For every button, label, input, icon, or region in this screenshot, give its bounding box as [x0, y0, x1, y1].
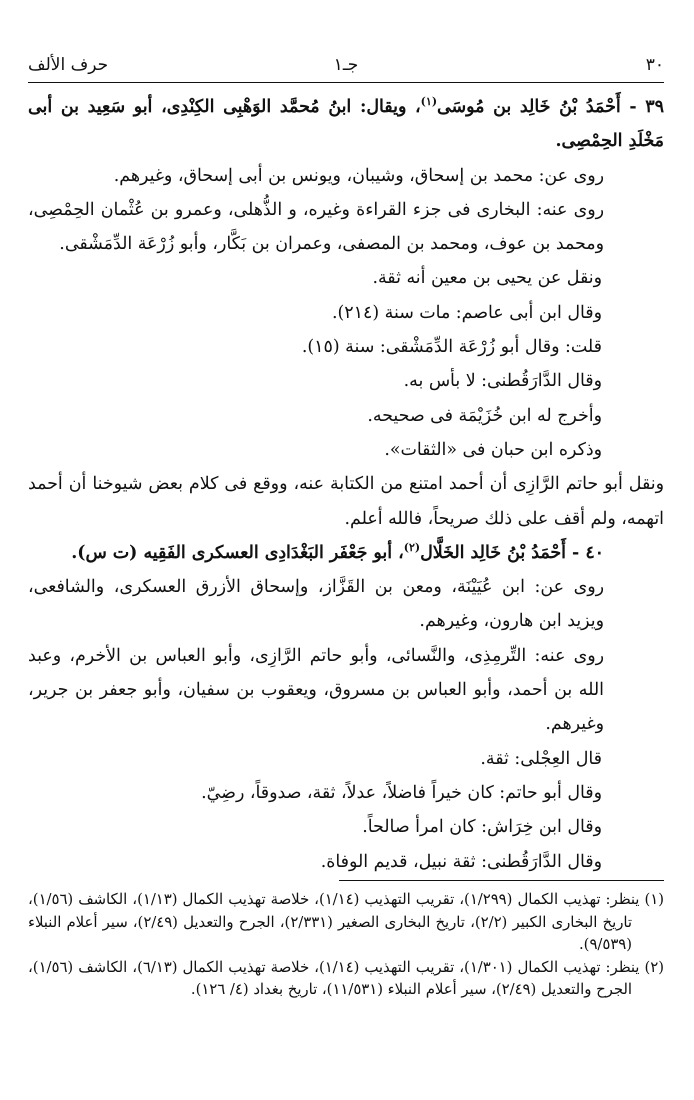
paragraph-line: وغيرهم.: [545, 714, 604, 735]
footnote-2: [28, 957, 664, 1002]
narration-from: [28, 570, 664, 639]
header-divider: [28, 82, 664, 83]
footnote-text: ينظر: تهذيب الكمال (١/٢٩٩)، تقريب التهذيب (١/١٤)، خلاصة تهذيب الكمال (١/١٣)، الكاشف (١/٥٦)، تاريخ البخارى الكبير (٢/٢)، تاريخ البخارى الصغير (٢/٣٣١)، الجرح والتعديل (٢/٤٩)، سير أعلام النبلاء (٩/٥٣٩).: [28, 891, 640, 954]
entry-title-text: ٣٩ - أَحْمَدُ بْنُ خَالِد بن مُوسَى: [437, 97, 664, 117]
paragraph-line: قال العِجْلى: ثقة.: [480, 748, 602, 769]
page-number: ٣٠: [645, 55, 664, 75]
paragraph-line: وقال الدَّارَقُطنى: ثقة نبيل، قديم الوفاة.: [320, 851, 602, 872]
entry-title-text: أبى مَخْلَدِ الحِمْصِى.: [28, 97, 664, 152]
main-text: [28, 90, 664, 879]
paragraph-line: وقال ابن خِرَاش: كان امرأ صالحاً.: [362, 817, 602, 838]
footnote-ref-1[interactable]: (١): [420, 95, 438, 109]
volume-label: جـ١: [333, 55, 359, 75]
paragraph-line: روى عن: ابن عُيَيْنَة، ومعن بن القَزَّاز، وإسحاق الأزرق العسكرى، والشافعى، ويزيد: [28, 577, 604, 632]
footnote-divider: [339, 880, 664, 881]
chapter-title: حرف الألف: [28, 55, 109, 75]
paragraph-line: ومحمد بن عوف، ومحمد بن المصفى، وعمران بن بَكَّار، وأبو زُرْعَة الدِّمَشْقى.: [59, 234, 604, 255]
paragraph-line: وأخرج له ابن خُزَيْمَة فى صحيحه.: [367, 405, 602, 426]
paragraph-line: روى عنه: البخارى فى جزء القراءة وغيره، و الذُّهلى، وعمرو بن عُثْمان الحِمْصِى،: [28, 199, 604, 220]
paragraph-line: روى عنه: التِّرمِذِى، والنَّسائى، وأبو حاتم الرَّازِى، وأبو العباس بن الأخرم، وعبد: [28, 645, 604, 666]
running-header: [28, 50, 664, 80]
paragraph-line: وقال الدَّارَقُطنى: لا بأس به.: [403, 371, 602, 392]
paragraph-line: أحمد اتهمه، ولم أقف على ذلك صريحاً، فالله أعلم.: [28, 474, 664, 529]
entry-40-title: [28, 536, 664, 570]
entry-title-text: ٤٠ - أَحْمَدُ بْنُ خَالِد الخَلَّال: [420, 542, 604, 563]
paragraph-line: وقال أبو حاتم: كان خيراً فاضلاً، عدلاً، ثقة، صدوقاً، رضِيّ.: [201, 782, 602, 803]
paragraph-line: ونقل عن يحيى بن معين أنه ثقة.: [372, 268, 602, 289]
footnote-ref-2[interactable]: (٢): [403, 541, 421, 555]
footnotes: [28, 889, 664, 1002]
entry-title-text: ، أبو جَعْفَر البَغْدَادِى العسكرى الفَقِيه (ت س).: [71, 542, 404, 563]
paragraph-line: ابن هارون، وغيرهم.: [419, 611, 562, 632]
paragraph: [28, 467, 664, 536]
entry-title-text: ، ويقال: ابنُ مُحمَّد الوَهْبِى الكِنْدِى، أبو سَعِيد بن: [60, 97, 421, 117]
paragraph-line: الله بن أحمد، وأبو العباس بن مسروق، ويعقوب بن سفيان، وأبو جعفر بن جرير،: [28, 680, 604, 701]
paragraph-line: ونقل أبو حاتم الرَّازِى أن أحمد امتنع من الكتابة عنه، ووقع فى كلام بعض شيوخنا أن: [68, 474, 664, 495]
footnote-1: [28, 889, 664, 957]
footnote-number: (٢): [644, 958, 665, 976]
paragraph-line: وذكره ابن حبان فى «الثقات».: [384, 439, 602, 460]
footnote-number: (١): [644, 891, 665, 908]
paragraph-line: وقال ابن أبى عاصم: مات سنة (٢١٤).: [331, 302, 602, 323]
narration-by: [28, 193, 664, 262]
entry-39-title: [28, 90, 664, 159]
narration-from: روى عن: محمد بن إسحاق، وشيبان، ويونس بن أبى إسحاق، وغيرهم.: [113, 165, 604, 186]
narration-by: [28, 639, 664, 742]
paragraph-line: قلت: وقال أبو زُرْعَة الدِّمَشْقى: سنة (١٥).: [301, 337, 602, 358]
footnote-text: ينظر: تهذيب الكمال (١/٣٠١)، تقريب التهذيب (١/١٤)، خلاصة تهذيب الكمال (٦/١٣)، الكاشف (١/٥٦)، الجرح والتعديل (٢/٤٩)، سير أعلام النبلاء (١١/٥٣١)، تاريخ بغداد (٤/ ١٢٦).: [28, 958, 640, 999]
